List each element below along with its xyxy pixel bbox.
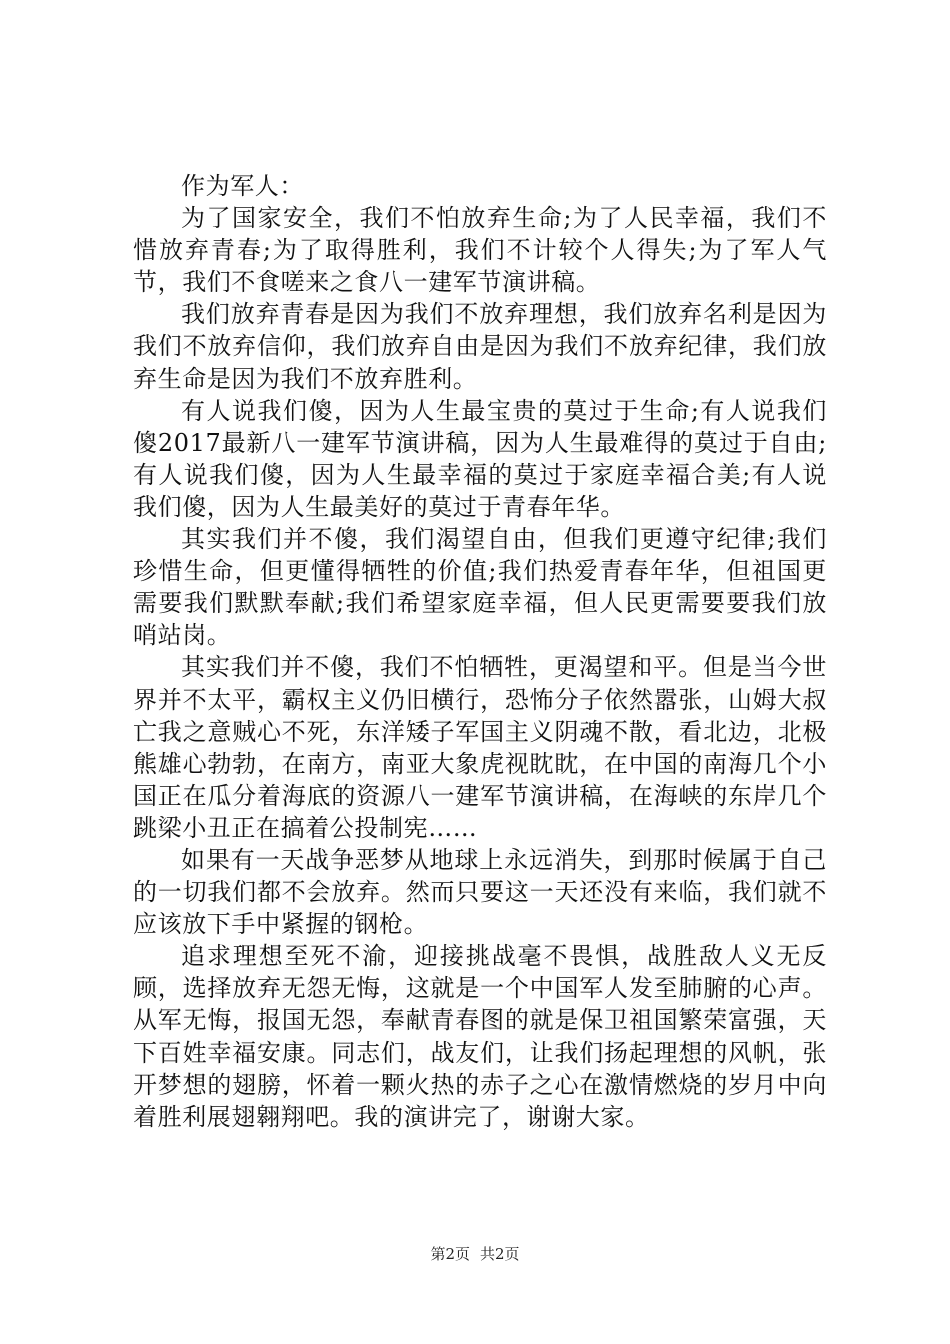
page-number: 第2页 — [430, 1245, 470, 1263]
page-total: 共2页 — [480, 1245, 520, 1263]
paragraph: 如果有一天战争恶梦从地球上永远消失，到那时候属于自己的一切我们都不会放弃。然而只要这一天还没有来临，我们就不应该放下手中紧握的钢枪。 — [133, 845, 827, 939]
page-footer — [0, 1244, 950, 1264]
paragraph: 有人说我们傻，因为人生最宝贵的莫过于生命;有人说我们傻2017最新八一建军节演讲稿，因为人生最难得的莫过于自由;有人说我们傻，因为人生最幸福的莫过于家庭幸福合美;有人说我们傻，因为人生最美好的莫过于青春年华。 — [133, 396, 827, 521]
paragraph: 其实我们并不傻，我们渴望自由，但我们更遵守纪律;我们珍惜生命，但更懂得牺牲的价值;我们热爱青春年华，但祖国更需要我们默默奉献;我们希望家庭幸福，但人民更需要要我们放哨站岗。 — [133, 525, 827, 650]
document-body — [133, 170, 827, 1133]
paragraph: 其实我们并不傻，我们不怕牺牲，更渴望和平。但是当今世界并不太平，霸权主义仍旧横行，恐怖分子依然嚣张，山姆大叔亡我之意贼心不死，东洋矮子军国主义阴魂不散，看北边，北极熊雄心勃勃，在南方，南亚大象虎视眈眈，在中国的南海几个小国正在瓜分着海底的资源八一建军节演讲稿，在海峡的东岸几个跳梁小丑正在搞着公投制宪…… — [133, 653, 827, 842]
paragraph: 追求理想至死不渝，迎接挑战毫不畏惧，战胜敌人义无反顾，选择放弃无怨无悔，这就是一个中国军人发至肺腑的心声。从军无悔，报国无怨，奉献青春图的就是保卫祖国繁荣富强，天下百姓幸福安康。同志们，战友们，让我们扬起理想的风帆，张开梦想的翅膀，怀着一颗火热的赤子之心在激情燃烧的岁月中向着胜利展翅翱翔吧。我的演讲完了，谢谢大家。 — [133, 942, 827, 1131]
paragraph: 为了国家安全，我们不怕放弃生命;为了人民幸福，我们不惜放弃青春;为了取得胜利，我们不计较个人得失;为了军人气节，我们不食嗟来之食八一建军节演讲稿。 — [133, 204, 827, 297]
paragraph: 作为军人： — [181, 172, 304, 200]
paragraph: 我们放弃青春是因为我们不放弃理想，我们放弃名利是因为我们不放弃信仰，我们放弃自由是因为我们不放弃纪律，我们放弃生命是因为我们不放弃胜利。 — [133, 300, 827, 393]
